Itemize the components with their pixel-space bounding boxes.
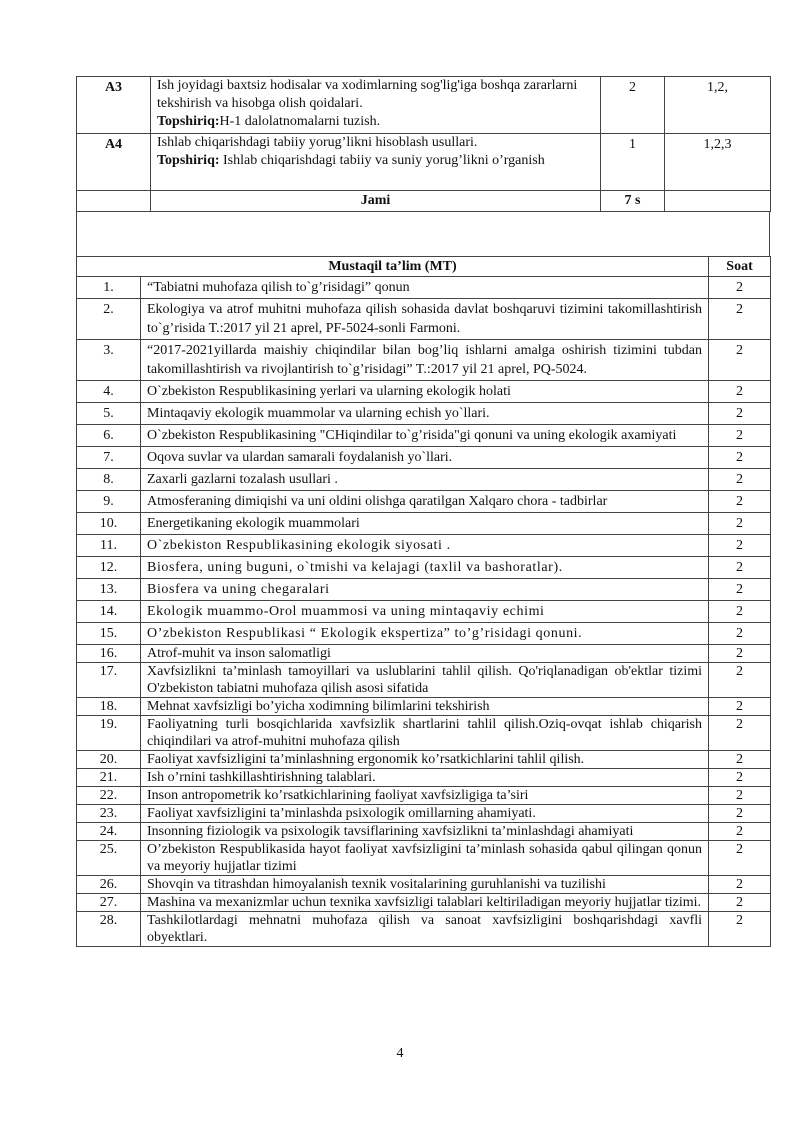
table-row: [77, 77, 771, 134]
row-number: 5.: [77, 403, 141, 425]
document-page: [76, 76, 770, 947]
table-row: [77, 425, 771, 447]
table-row: [77, 447, 771, 469]
row-hours: 2: [709, 698, 771, 716]
row-topic: Xavfsizlikni ta’minlash tamoyillari va uslublarini tahlil qilish. Qo'riqlanadigan ob'ektlar tizimi O'zbekiston tabiatni muhofaza qilish asosi sifatida: [141, 663, 709, 698]
row-hours: 2: [709, 299, 771, 340]
table-row: [77, 340, 771, 381]
row-number: 26.: [77, 876, 141, 894]
row-hours: 2: [709, 340, 771, 381]
row-number: 20.: [77, 751, 141, 769]
row-hours: 2: [709, 403, 771, 425]
topic-cell: [151, 77, 601, 134]
topics-table: [76, 76, 771, 212]
total-row: [77, 191, 771, 212]
row-hours: 2: [709, 769, 771, 787]
table-row: [77, 805, 771, 823]
row-hours: 2: [709, 277, 771, 299]
row-hours: 2: [709, 579, 771, 601]
row-topic: O`zbekiston Respublikasining ekologik siyosati .: [141, 535, 709, 557]
row-hours: 2: [709, 841, 771, 876]
table-row: [77, 469, 771, 491]
table-row: [77, 557, 771, 579]
row-number: 13.: [77, 579, 141, 601]
row-hours: 2: [709, 491, 771, 513]
topic-code: A3: [77, 77, 151, 134]
table-row: [77, 823, 771, 841]
row-hours: 2: [709, 645, 771, 663]
row-topic: Tashkilotlardagi mehnatni muhofaza qilish va sanoat xavfsizligini boshqarishdagi xavfli obyektlari.: [141, 912, 709, 947]
row-topic: Biosfera va uning chegaralari: [141, 579, 709, 601]
independent-study-table: [76, 256, 771, 947]
row-hours: 2: [709, 823, 771, 841]
row-topic: Ish o’rnini tashkillashtirishning talablari.: [141, 769, 709, 787]
row-hours: 2: [709, 876, 771, 894]
row-topic: Oqova suvlar va ulardan samarali foydalanish yo`llari.: [141, 447, 709, 469]
empty-cell: [77, 191, 151, 212]
row-number: 21.: [77, 769, 141, 787]
table-row: [77, 601, 771, 623]
table-spacer: [76, 212, 770, 256]
row-topic: Faoliyatning turli bosqichlarida xavfsizlik shartlarini tahlil qilish.Oziq-ovqat ishlab chiqarish chiqindilari va atrof-muhitni muhofaza qilish: [141, 716, 709, 751]
row-topic: Zaxarli gazlarni tozalash usullari .: [141, 469, 709, 491]
row-number: 24.: [77, 823, 141, 841]
row-number: 18.: [77, 698, 141, 716]
row-topic: Energetikaning ekologik muammolari: [141, 513, 709, 535]
row-number: 25.: [77, 841, 141, 876]
row-hours: 2: [709, 535, 771, 557]
task-text: H-1 dalolatnomalarni tuzish.: [219, 114, 381, 129]
row-hours: 2: [709, 623, 771, 645]
table-row: [77, 876, 771, 894]
topic-hours: 2: [601, 77, 665, 134]
row-hours: 2: [709, 805, 771, 823]
row-number: 22.: [77, 787, 141, 805]
row-topic: Biosfera, uning buguni, o`tmishi va kelajagi (taxlil va bashoratlar).: [141, 557, 709, 579]
table-row: [77, 513, 771, 535]
table-row: [77, 277, 771, 299]
table-row: [77, 912, 771, 947]
topic-code: A4: [77, 134, 151, 191]
row-hours: 2: [709, 447, 771, 469]
row-topic: Ekologiya va atrof muhitni muhofaza qilish sohasida davlat boshqaruvi tizimini takomillashtirish to`g’risida T.:2017 yil 21 aprel, PF-5024-sonli Farmoni.: [141, 299, 709, 340]
table-row: [77, 769, 771, 787]
row-number: 6.: [77, 425, 141, 447]
row-topic: Faoliyat xavfsizligini ta’minlashning ergonomik ko’rsatkichlarini tahlil qilish.: [141, 751, 709, 769]
table-row: [77, 535, 771, 557]
row-hours: 2: [709, 716, 771, 751]
table-row: [77, 299, 771, 340]
table-row: [77, 894, 771, 912]
topic-text: Ish joyidagi baxtsiz hodisalar va xodimlarning sog'lig'iga boshqa zararlarni tekshirish va hisobga olish qoidalari.: [157, 78, 578, 111]
total-label: Jami: [151, 191, 601, 212]
row-hours: 2: [709, 912, 771, 947]
table-row: [77, 716, 771, 751]
row-number: 11.: [77, 535, 141, 557]
mt-rows: [77, 277, 771, 947]
topic-hours: 1: [601, 134, 665, 191]
row-hours: 2: [709, 469, 771, 491]
row-number: 27.: [77, 894, 141, 912]
row-hours: 2: [709, 557, 771, 579]
table-row: [77, 698, 771, 716]
table-row: [77, 403, 771, 425]
row-number: 7.: [77, 447, 141, 469]
row-topic: O’zbekiston Respublikasi “ Ekologik ekspertiza” to’g’risidagi qonuni.: [141, 623, 709, 645]
table-header-row: [77, 257, 771, 277]
table-row: [77, 841, 771, 876]
row-number: 17.: [77, 663, 141, 698]
row-number: 23.: [77, 805, 141, 823]
table-row: [77, 663, 771, 698]
task-label: Topshiriq:: [157, 153, 220, 168]
row-topic: Atrof-muhit va inson salomatligi: [141, 645, 709, 663]
table-row: [77, 751, 771, 769]
row-topic: Inson antropometrik ko’rsatkichlarining faoliyat xavfsizligiga ta’siri: [141, 787, 709, 805]
row-number: 9.: [77, 491, 141, 513]
table-row: [77, 787, 771, 805]
row-number: 15.: [77, 623, 141, 645]
row-number: 4.: [77, 381, 141, 403]
page-number: 4: [396, 1046, 404, 1061]
topic-refs: 1,2,: [665, 77, 771, 134]
row-topic: “2017-2021yillarda maishiy chiqindilar bilan bog’liq ishlarni amalga oshirish tizimini tubdan takomillashtirish va rivojlantirish to`g’risidagi” T.:2017 yil 21 aprel, PQ-5024.: [141, 340, 709, 381]
row-topic: Shovqin va titrashdan himoyalanish texnik vositalarining guruhlanishi va tuzilishi: [141, 876, 709, 894]
row-hours: 2: [709, 425, 771, 447]
row-topic: O`zbekiston Respublikasining yerlari va ularning ekologik holati: [141, 381, 709, 403]
table-row: [77, 134, 771, 191]
row-number: 12.: [77, 557, 141, 579]
row-hours: 2: [709, 601, 771, 623]
row-hours: 2: [709, 751, 771, 769]
row-topic: Atmosferaning dimiqishi va uni oldini olishga qaratilgan Xalqaro chora - tadbirlar: [141, 491, 709, 513]
row-topic: Mintaqaviy ekologik muammolar va ularning echish yo`llari.: [141, 403, 709, 425]
table-row: [77, 381, 771, 403]
task-label: Topshiriq:: [157, 114, 220, 129]
topic-text: Ishlab chiqarishdagi tabiiy yorug’likni hisoblash usullari.: [157, 135, 478, 150]
row-hours: 2: [709, 787, 771, 805]
table-row: [77, 623, 771, 645]
table-row: [77, 491, 771, 513]
topic-refs: 1,2,3: [665, 134, 771, 191]
row-hours: 2: [709, 381, 771, 403]
row-topic: O`zbekiston Respublikasining "CHiqindilar to`g’risida"gi qonuni va uning ekologik axamiyati: [141, 425, 709, 447]
row-topic: Mehnat xavfsizligi bo’yicha xodimning bilimlarini tekshirish: [141, 698, 709, 716]
total-hours: 7 s: [601, 191, 665, 212]
row-hours: 2: [709, 663, 771, 698]
row-hours: 2: [709, 513, 771, 535]
hours-header: Soat: [709, 257, 771, 277]
table-row: [77, 645, 771, 663]
row-number: 19.: [77, 716, 141, 751]
row-topic: Faoliyat xavfsizligini ta’minlashda psixologik omillarning ahamiyati.: [141, 805, 709, 823]
row-number: 3.: [77, 340, 141, 381]
row-hours: 2: [709, 894, 771, 912]
row-topic: O’zbekiston Respublikasida hayot faoliyat xavfsizligini ta’minlash sohasida qabul qilingan qonun va meyoriy hujjatlar tizimi: [141, 841, 709, 876]
mt-header: Mustaqil ta’lim (MT): [77, 257, 709, 277]
table-row: [77, 579, 771, 601]
row-number: 1.: [77, 277, 141, 299]
row-number: 8.: [77, 469, 141, 491]
row-number: 16.: [77, 645, 141, 663]
row-number: 10.: [77, 513, 141, 535]
row-topic: Ekologik muammo-Orol muammosi va uning mintaqaviy echimi: [141, 601, 709, 623]
row-number: 14.: [77, 601, 141, 623]
row-topic: Insonning fiziologik va psixologik tavsiflarining xavfsizlikni ta’minlashdagi ahamiyati: [141, 823, 709, 841]
row-number: 28.: [77, 912, 141, 947]
empty-cell: [665, 191, 771, 212]
row-topic: “Tabiatni muhofaza qilish to`g’risidagi” qonun: [141, 277, 709, 299]
task-text: Ishlab chiqarishdagi tabiiy va suniy yorug’likni o’rganish: [219, 153, 545, 168]
topic-cell: [151, 134, 601, 191]
row-number: 2.: [77, 299, 141, 340]
row-topic: Mashina va mexanizmlar uchun texnika xavfsizligi talablari keltiriladigan meyoriy hujjatlar tizimi.: [141, 894, 709, 912]
